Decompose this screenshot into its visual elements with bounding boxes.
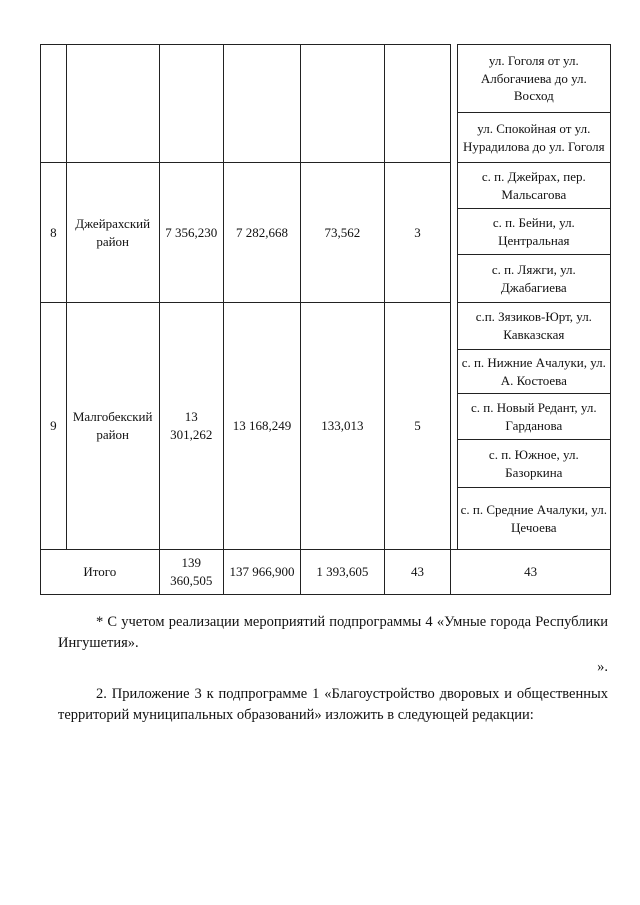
footnote-text: * С учетом реализации мероприятий подпрограммы 4 «Умные города Республики Ингушетия». <box>58 614 608 651</box>
value-cell: 7 356,230 <box>159 163 223 303</box>
count-cell: 3 <box>384 163 450 303</box>
address-cell: с. п. Южное, ул. Базоркина <box>457 440 610 488</box>
value-cell: 73,562 <box>301 163 385 303</box>
value-cell: 13 168,249 <box>223 303 300 550</box>
table-row <box>41 45 611 113</box>
table-row <box>41 163 611 209</box>
value-cell <box>223 45 300 163</box>
district-cell <box>66 45 159 163</box>
value-cell: 13 301,262 <box>159 303 223 550</box>
address-cell: с.п. Зязиков-Юрт, ул. Кавказская <box>457 303 610 350</box>
paragraph-text: 2. Приложение 3 к подпрограмме 1 «Благоустройство дворовых и общественных территорий муниципальных образований» изложить в следующей редакции: <box>58 686 608 723</box>
address-cell: с. п. Нижние Ачалуки, ул. А. Костоева <box>457 350 610 394</box>
num-cell <box>41 45 67 163</box>
footnote <box>58 612 608 678</box>
address-cell: ул. Спокойная от ул. Нурадилова до ул. Гоголя <box>457 113 610 163</box>
num-cell: 9 <box>41 303 67 550</box>
total-value: 137 966,900 <box>223 550 300 595</box>
district-cell: Джейрахский район <box>66 163 159 303</box>
address-cell: с. п. Новый Редант, ул. Гарданова <box>457 394 610 440</box>
body-paragraph <box>58 684 608 726</box>
value-cell: 7 282,668 <box>223 163 300 303</box>
total-address-count: 43 <box>451 550 611 595</box>
address-cell: с. п. Бейни, ул. Центральная <box>457 209 610 255</box>
address-cell: с. п. Средние Ачалуки, ул. Цечоева <box>457 488 610 550</box>
address-cell: с. п. Джейрах, пер. Мальсагова <box>457 163 610 209</box>
district-cell: Малгобекский район <box>66 303 159 550</box>
address-cell: ул. Гоголя от ул. Албогачиева до ул. Восход <box>457 45 610 113</box>
address-cell: с. п. Ляжги, ул. Джабагиева <box>457 255 610 303</box>
table-row <box>41 303 611 350</box>
value-cell: 133,013 <box>301 303 385 550</box>
num-cell: 8 <box>41 163 67 303</box>
count-cell: 5 <box>384 303 450 550</box>
count-cell <box>384 45 450 163</box>
total-value: 1 393,605 <box>301 550 385 595</box>
closing-quote: ». <box>597 659 608 675</box>
value-cell <box>159 45 223 163</box>
total-count: 43 <box>384 550 450 595</box>
total-label: Итого <box>41 550 160 595</box>
value-cell <box>301 45 385 163</box>
funding-table <box>40 44 611 595</box>
total-value: 139 360,505 <box>159 550 223 595</box>
total-row <box>41 550 611 595</box>
